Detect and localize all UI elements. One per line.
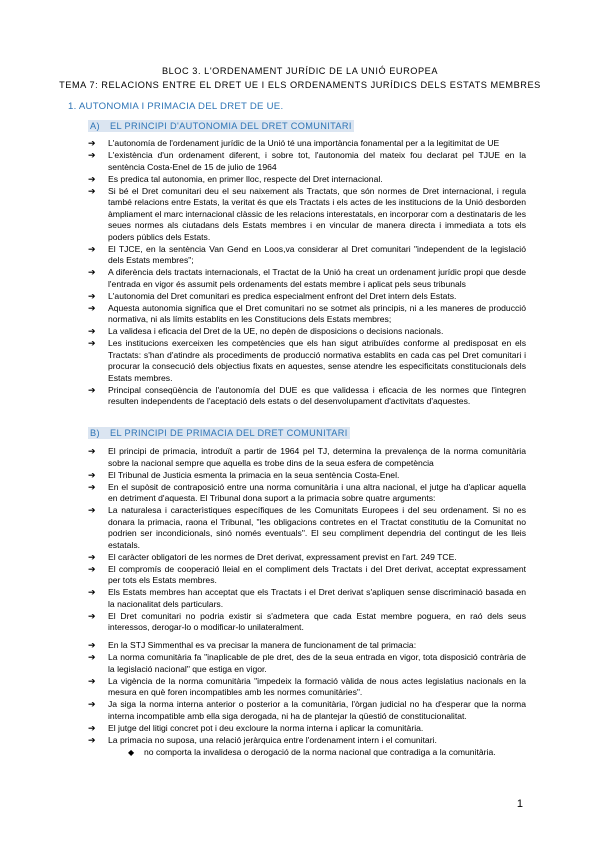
subsection-a-prefix: A) xyxy=(90,121,100,131)
arrow-icon: ➔ xyxy=(88,173,96,184)
list-item: ➔ La primacia no suposa, una relació jeràrquica entre l'ordenament intern i el comunitari. xyxy=(88,734,437,745)
arrow-icon: ➔ xyxy=(88,384,96,395)
arrow-icon: ➔ xyxy=(88,138,96,148)
arrow-icon: ➔ xyxy=(88,505,96,515)
subsection-b-prefix: B) xyxy=(90,428,100,438)
autonomy-list xyxy=(88,138,526,408)
list-item: ➔ La vigència de la norma comunitària "impedeix la formació vàlida de nous actes legislatius nacionals en la mesura en què foren incompatibles amb les normes comunitàries". xyxy=(88,675,526,697)
arrow-icon: ➔ xyxy=(88,150,96,160)
list-item: ➔ La naturalesa i caracterìstiques específiques de les Comunitats Europees i del seu ordenament. Si no es donara la primacia, raona el Tribunal, "les obligacions contretes en el Tractat constitutiu de la Comunitat no podrien ser incondicionals, sinó només eventuals". El seu compliment dependria del contingut de les lleis estatals. xyxy=(88,505,526,550)
list-item: ➔ El caràcter obligatori de les normes de Dret derivat, expressament previst en l'art. 249 TCE. xyxy=(88,551,457,562)
list-item: ➔ L'autonomia del Dret comunitari es predica especialment enfront del Dret intern dels Estats. xyxy=(88,290,457,301)
list-item: ➔ El Dret comunitari no podria existir si s'admetera que cada Estat membre poguera, en raó dels seus interessos, derogar-lo o modificar-lo unilateralment. xyxy=(88,610,526,632)
arrow-icon: ➔ xyxy=(88,640,96,650)
tema-heading: TEMA 7: RELACIONS ENTRE EL DRET UE I ELS ORDENAMENTS JURÍDICS DELS ESTATS MEMBRES xyxy=(59,80,541,90)
arrow-icon: ➔ xyxy=(88,563,96,574)
section-title: 1. AUTONOMIA I PRIMACIA DEL DRET DE UE. xyxy=(68,101,284,112)
list-item: ➔ La norma comunitària fa "inaplicable de ple dret, des de la seua entrada en vigor, tota disposició contrària de la legislació nacional" que estiga en vigor. xyxy=(88,652,526,674)
list-item: ➔ Es predica tal autonomia, en primer lloc, respecte del Dret internacional. xyxy=(88,173,383,184)
list-item: ➔ L'autonomía de l'ordenament jurídic de la Unió té una importància fonamental per a la legitimitat de UE xyxy=(88,138,500,148)
arrow-icon: ➔ xyxy=(88,243,96,254)
arrow-icon: ➔ xyxy=(88,326,96,336)
diamond-bullet-icon: ◆ xyxy=(128,747,135,757)
arrow-icon: ➔ xyxy=(88,481,96,492)
list-item: ➔ Els Estats membres han acceptat que els Tractats i el Dret derivat s'apliquen sense discriminació basada en la nacionalitat dels particulars. xyxy=(88,587,526,609)
arrow-icon: ➔ xyxy=(88,652,96,662)
primacy-list xyxy=(88,446,526,758)
arrow-icon: ➔ xyxy=(88,675,96,686)
list-item: ➔ El compromís de cooperació lleial en el compliment dels Tractats i del Dret derivat, acceptat expressament per tots els Estats membres. xyxy=(88,563,526,585)
arrow-icon: ➔ xyxy=(88,290,96,301)
list-item: ➔ El jutge del litigi concret pot i deu excloure la norma interna i aplicar la comunitària. xyxy=(88,722,424,733)
list-item: ➔ Aquesta autonomia significa que el Dret comunitari no se sotmet als principis, ni a les maneres de producció normativa, ni als límits establits en les Constitucions dels Estats membres; xyxy=(88,302,526,324)
arrow-icon: ➔ xyxy=(88,302,96,313)
list-item: ➔ Ja siga la norma interna anterior o posterior a la comunitària, l'òrgan judicial no ha d'esperar que la norma interna incompatible amb ella siga derogada, ni ha de plantejar la qüestió de constitucionalitat. xyxy=(88,699,526,721)
subsection-b-heading xyxy=(88,427,350,439)
arrow-icon: ➔ xyxy=(88,699,96,709)
list-item: ➔ En el supòsit de contraposició entre una norma comunitària i una altra nacional, el jutge ha d'aplicar aquella en detriment d'aquesta. El Tribunal dona suport a la primacia sobre quatre arguments: xyxy=(88,481,526,503)
subsection-a-title: EL PRINCIPI D'AUTONOMIA DEL DRET COMUNITARI xyxy=(110,121,352,131)
list-item: ➔ L'existència d'un ordenament diferent, i sobre tot, l'autonomia del mateix fou declarat pel TJUE en la sentència Costa-Enel de 15 de julio de 1964 xyxy=(88,150,526,172)
list-item: ➔ Principal conseqüència de l'autonomía del DUE es que validessa i eficacia de les normes que l'integren resulten independents de l'aceptació dels estats o del desenvolupament d'activitats d'aquestes. xyxy=(88,384,526,406)
arrow-icon: ➔ xyxy=(88,734,96,745)
list-item: ➔ El TJCE, en la sentència Van Gend en Loos,va considerar al Dret comunitari "independent de la legislació dels Estats membres"; xyxy=(88,243,526,265)
list-item: ➔ Si bé el Dret comunitari deu el seu naixement als Tractats, que són normes de Dret internacional, i regula també relacions entre Estats, la veritat és que els Tractats i els actes de les institucions de la Unió desborden àmpliament el marc internacional clàssic de les relacions interestatals, en incorporar com a destinataris de les seues normes als ciutadans dels Estats membres i en vincular de manera directa i immediata a tots els poders públics dels Estats. xyxy=(88,185,526,242)
subsection-a-heading xyxy=(88,120,354,132)
list-item: ➔ La validesa i eficacia del Dret de la UE, no depèn de disposicions o decisions nacionals. xyxy=(88,326,444,336)
list-item: ➔ En la STJ Simmenthal es va precisar la manera de funcionament de tal primacia: xyxy=(88,640,417,650)
arrow-icon: ➔ xyxy=(88,338,96,348)
arrow-icon: ➔ xyxy=(88,551,96,562)
arrow-icon: ➔ xyxy=(88,185,96,196)
arrow-icon: ➔ xyxy=(88,587,96,597)
list-item: ➔ A diferència dels tractats internacionals, el Tractat de la Unió ha creat un ordenament jurídic propi que desde l'entrada en vigor és assumit pels ordenaments del estats membre i aplicat pels seus tribunals xyxy=(88,267,526,289)
list-item: ➔ El principi de primacia, introduït a partir de 1964 pel TJ, determina la prevalença de la norma comunitària sobre la nacional sempre que aquella es trobe dins de la seua esfera de competència xyxy=(88,446,526,468)
page-number: 1 xyxy=(516,798,523,810)
list-item: ➔ El Tribunal de Justicia esmenta la primacia en la seua sentència Costa-Enel. xyxy=(88,469,400,480)
arrow-icon: ➔ xyxy=(88,722,96,733)
subsection-b-title: EL PRINCIPI DE PRIMACIA DEL DRET COMUNITARI xyxy=(110,428,348,438)
arrow-icon: ➔ xyxy=(88,446,96,456)
arrow-icon: ➔ xyxy=(88,610,96,621)
bloc-heading: BLOC 3. L'ORDENAMENT JURÍDIC DE LA UNIÓ EUROPEA xyxy=(161,66,439,76)
arrow-icon: ➔ xyxy=(88,469,96,480)
list-item: ➔ Les institucions exerceixen les competències que els han sigut atribuïdes conforme al predisposat en els Tractats: s'han d'atindre als procediments de producció normativa establits en cada cas pel Dret comunitari i procurar la consecució dels objectius fixats en aquestes, sense atendre les especificitats constitucionals dels Estats membres. xyxy=(88,338,526,383)
arrow-icon: ➔ xyxy=(88,267,96,277)
sub-list-item: ◆ no comporta la invalidesa o derogació de la norma nacional que contradiga a la comunitària. xyxy=(128,746,496,757)
